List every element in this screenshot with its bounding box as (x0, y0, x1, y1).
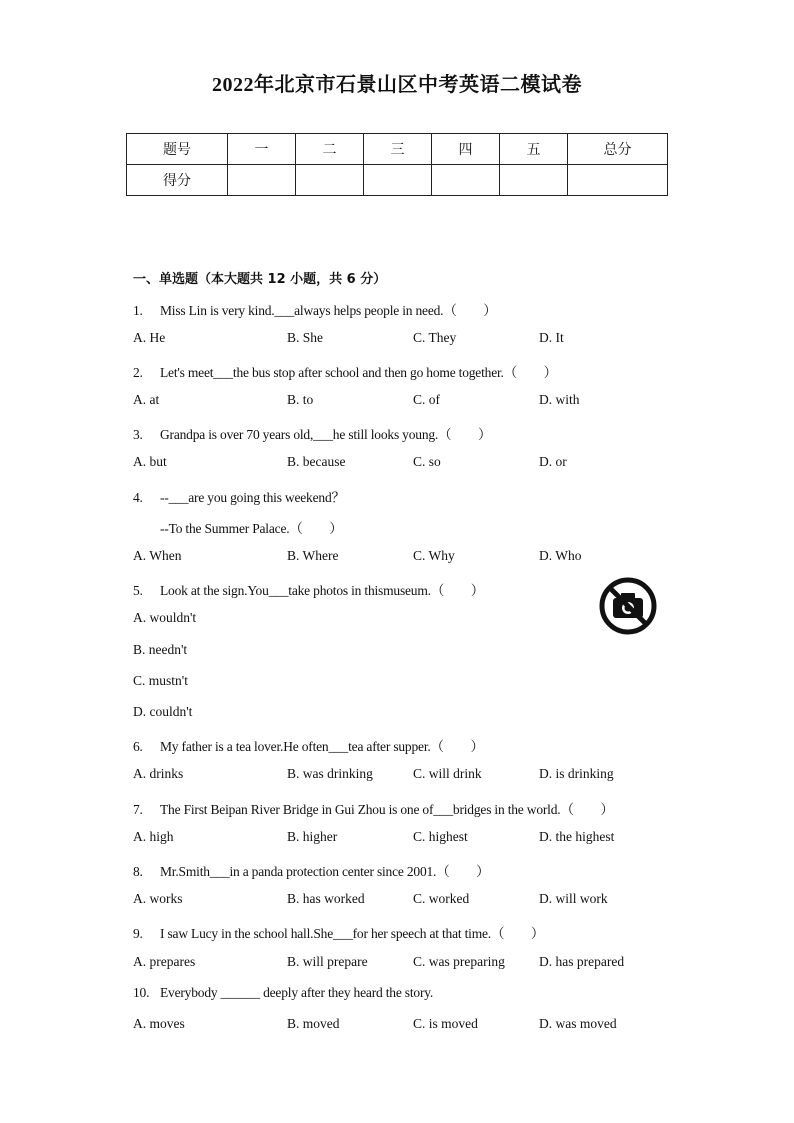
option-c[interactable]: C. Why (413, 548, 455, 563)
option-d[interactable]: D. was moved (539, 1016, 617, 1031)
table-cell (296, 165, 364, 196)
option-d[interactable]: D. with (539, 392, 580, 407)
table-cell: 一 (228, 134, 296, 165)
page-title: 2022年北京市石景山区中考英语二模试卷 (212, 74, 582, 96)
question-7 (133, 798, 614, 818)
option-c[interactable]: C. worked (413, 891, 470, 906)
option-b[interactable]: B. Where (287, 548, 339, 563)
score-table-header-row (127, 134, 668, 165)
option-d[interactable]: D. or (539, 454, 567, 469)
question-text: I saw Lucy in the school hall.She___for her speech at that time.（ ） (160, 926, 545, 941)
option-c[interactable]: C. of (413, 392, 440, 407)
question-text: Grandpa is over 70 years old,___he still looks young.（ ） (160, 427, 492, 442)
option-c[interactable]: C. is moved (413, 1016, 478, 1031)
option-a[interactable]: A. prepares (133, 954, 196, 969)
option-c[interactable]: C. was preparing (413, 954, 505, 969)
option-c[interactable]: C. so (413, 454, 441, 469)
option-a[interactable]: A. at (133, 392, 160, 407)
option-b[interactable]: B. higher (287, 829, 338, 844)
option-a[interactable]: A. wouldn't (133, 610, 197, 625)
question-text: The First Beipan River Bridge in Gui Zhou is one of___bridges in the world.（ ） (160, 802, 614, 817)
table-cell: 题号 (127, 134, 228, 165)
question-text: Everybody ______ deeply after they heard the story. (160, 985, 434, 1000)
option-d[interactable]: D. Who (539, 548, 582, 563)
question-6 (133, 735, 484, 755)
option-b[interactable]: B. has worked (287, 891, 365, 906)
option-b[interactable]: B. was drinking (287, 766, 373, 781)
option-b[interactable]: B. will prepare (287, 954, 368, 969)
table-cell: 总分 (568, 134, 668, 165)
option-c[interactable]: C. mustn't (133, 673, 188, 688)
option-a[interactable]: A. He (133, 330, 166, 345)
question-number: 9. (133, 926, 143, 941)
no-camera-icon (598, 576, 658, 636)
question-number: 6. (133, 739, 143, 754)
question-text: Miss Lin is very kind.___always helps people in need.（ ） (160, 303, 497, 318)
score-table (126, 133, 668, 196)
option-a[interactable]: A. When (133, 548, 182, 563)
question-9 (133, 922, 544, 942)
section-heading: 一、单选题（本大题共 12 小题，共 6 分） (133, 272, 387, 287)
question-4 (133, 486, 345, 506)
question-3 (133, 423, 491, 443)
question-number: 10. (133, 985, 150, 1000)
table-cell: 五 (500, 134, 568, 165)
question-1 (133, 299, 497, 319)
option-b[interactable]: B. to (287, 392, 314, 407)
question-text: My father is a tea lover.He often___tea after supper.（ ） (160, 739, 484, 754)
table-cell: 三 (364, 134, 432, 165)
option-c[interactable]: C. will drink (413, 766, 482, 781)
option-d[interactable]: D. It (539, 330, 564, 345)
table-cell (432, 165, 500, 196)
question-2 (133, 361, 557, 381)
option-d[interactable]: D. is drinking (539, 766, 614, 781)
option-d[interactable]: D. will work (539, 891, 608, 906)
option-c[interactable]: C. highest (413, 829, 468, 844)
table-cell: 得分 (127, 165, 228, 196)
question-8 (133, 860, 489, 880)
option-b[interactable]: B. needn't (133, 642, 188, 657)
table-cell (364, 165, 432, 196)
option-a[interactable]: A. moves (133, 1016, 185, 1031)
question-number: 7. (133, 802, 143, 817)
option-c[interactable]: C. They (413, 330, 457, 345)
option-a[interactable]: A. works (133, 891, 183, 906)
table-cell (500, 165, 568, 196)
option-d[interactable]: D. has prepared (539, 954, 625, 969)
question-number: 4. (133, 490, 143, 505)
question-10 (133, 985, 433, 1001)
table-cell: 二 (296, 134, 364, 165)
question-text: Look at the sign.You___take photos in thismuseum.（ ） (160, 583, 485, 598)
table-cell (228, 165, 296, 196)
option-d[interactable]: D. the highest (539, 829, 615, 844)
question-number: 3. (133, 427, 143, 442)
option-b[interactable]: B. moved (287, 1016, 340, 1031)
question-number: 1. (133, 303, 143, 318)
question-text: Mr.Smith___in a panda protection center since 2001.（ ） (160, 864, 490, 879)
question-text: --___are you going this weekend？ (160, 490, 345, 505)
question-text: Let's meet___the bus stop after school and then go home together.（ ） (160, 365, 557, 380)
question-number: 2. (133, 365, 143, 380)
option-a[interactable]: A. high (133, 829, 174, 844)
option-d[interactable]: D. couldn't (133, 704, 193, 719)
option-b[interactable]: B. because (287, 454, 346, 469)
option-a[interactable]: A. drinks (133, 766, 184, 781)
table-cell (568, 165, 668, 196)
question-number: 8. (133, 864, 143, 879)
score-table-score-row (127, 165, 668, 196)
option-b[interactable]: B. She (287, 330, 324, 345)
question-4-response: --To the Summer Palace.（ ） (160, 521, 343, 536)
question-5 (133, 579, 484, 599)
option-a[interactable]: A. but (133, 454, 167, 469)
no-camera-sign-graphic (598, 576, 658, 636)
table-cell: 四 (432, 134, 500, 165)
question-number: 5. (133, 583, 143, 598)
